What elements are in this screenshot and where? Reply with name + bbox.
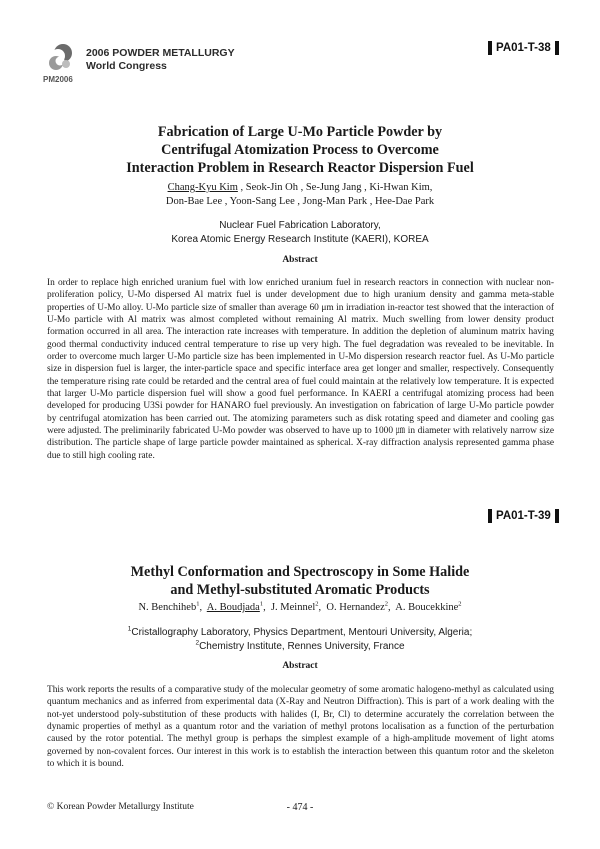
affiliation-line: $^2$Chemistry Institute, Rennes University, France: [195, 639, 405, 652]
title-line: Methyl Conformation and Spectroscopy in Some Halide: [130, 564, 470, 580]
abstract-heading: Abstract: [282, 661, 318, 671]
affiliation-line: Nuclear Fuel Fabrication Laboratory,: [219, 220, 381, 231]
abstract-text: This work reports the results of a comparative study of the molecular geometry of some aromatic halogeno-methyl as calculated using quantum mechanics and as inferred from experimental data (X-Ray and Neutron Diffraction). This is part of a work dealing with the not-yet understood poly-substitution of these products with halides (I, Br, Cl) to determine accurately the correlation between the dynamic properties of methyl as a quantum rotor and the variation of methyl protons localisation as a function of the perturbation caused by the rotor potential. The methyl group is perhaps the simplest example of a high-amplitude movement of light atoms governed by non-covalent forces. Our interest in this work is to establish the interaction between this quantum rotor and the skeleton to which it is bound.: [47, 685, 554, 770]
presenting-author: A. Boudjada$^1$: [206, 600, 264, 613]
author-line: [0, 181, 600, 195]
conference-line1: 2006 POWDER METALLURGY: [86, 47, 235, 59]
affiliation-line: Korea Atomic Energy Research Institute (KAERI), KOREA: [171, 233, 429, 245]
authors-rest: , Seok-Jin Oh , Se-Jung Jang , Ki-Hwan Kim,: [237, 182, 433, 193]
paper-code: PA01-T-39: [496, 510, 551, 522]
author-line: Don-Bae Lee , Yoon-Sang Lee , Jong-Man Park , Hee-Dae Park: [165, 196, 435, 207]
badge-bar-left: [488, 509, 492, 523]
conference-name: [86, 47, 235, 73]
author: J. Meinnel$^2$: [270, 600, 319, 613]
title-line: Centrifugal Atomization Process to Overcome: [161, 142, 439, 158]
title-line: and Methyl-substituted Aromatic Products: [170, 582, 430, 598]
page-number: - 474 -: [286, 802, 314, 813]
badge-bar-right: [555, 41, 559, 55]
paper-code: PA01-T-38: [496, 42, 551, 54]
paper-code-badge: [488, 41, 559, 55]
abstract-heading: Abstract: [282, 255, 318, 265]
author: N. Benchiheb$^1$: [138, 600, 200, 613]
title-line: Fabrication of Large U-Mo Particle Powder by: [157, 124, 443, 140]
conference-line2: World Congress: [86, 60, 167, 72]
author: A. Boucekkine$^2$: [395, 600, 462, 613]
affiliation-line: $^1$Cristallography Laboratory, Physics Department, Mentouri University, Algeria;: [127, 625, 473, 638]
presenting-author: Chang-Kyu Kim: [167, 182, 238, 193]
badge-bar-right: [555, 509, 559, 523]
author: O. Hernandez$^2$: [326, 600, 388, 613]
copyright-notice: © Korean Powder Metallurgy Institute: [47, 802, 194, 812]
paper-title: [0, 123, 600, 177]
paper-title: [0, 563, 600, 599]
abstract-text: In order to replace high enriched uranium fuel with low enriched uranium fuel in research reactors in connection with nuclear non-proliferation policy, U-Mo dispersed Al matrix fuel is under development due to high uranium density and gamma meta-stable properties of U-Mo alloy. U-Mo particle size of smaller than average 60 μm in irradiation in-reactor test showed that the interaction of U-Mo particle with Al matrix was almost completed without remaining Al matrix. Much swelling from lower density product formation occurred in all area. The interaction rate increases with temperature. In addition the depletion of aluminum matrix having good thermal conductivity induced central temperature to rise up very high. The fuel degradation was revealed to be inevitable. In order to overcome much larger U-Mo particle size has been implemented in U-Mo dispersion research reactor fuel. As U-Mo particle size in dispersion fuel is larger, the inter-particle space and specific interface area get longer and smaller, respectively. Consequently the temperature rising rate could be retarded and the central area of fuel could maintain at the relatively low temperature. It is expected that larger U-Mo particle dispersion fuel will show a good fuel performance. In KAERI a centrifugal atomizing process had been developed for producing U3Si powder for HANARO fuel previously. An investigation on fabrication of large U-Mo particle powder by centrifugal atomization has been carried out. The atomizing parameters such as disk rotating speed and diameter and cooling gas were adjusted. The preliminarily fabricated U-Mo powder was observed to have up to 1000 ㎛ in diameter with relatively narrow size distribution. The particle shape of large particle powder maintained as spherical. X-ray diffraction analysis represented gamma phase due to still high cooling rate.: [47, 278, 554, 461]
logo-year: PM2006: [43, 75, 73, 84]
paper-code-badge: [488, 509, 559, 523]
title-line: Interaction Problem in Research Reactor Dispersion Fuel: [126, 160, 474, 176]
author-list: N. Benchiheb$^1$, A. Boudjada$^1$, J. Meinnel$^2$, O. Hernandez$^2$, A. Boucekkine$^2$: [138, 600, 462, 613]
affiliation: [0, 626, 600, 653]
badge-bar-left: [488, 41, 492, 55]
affiliation: [0, 219, 600, 246]
author-list: [0, 181, 600, 209]
